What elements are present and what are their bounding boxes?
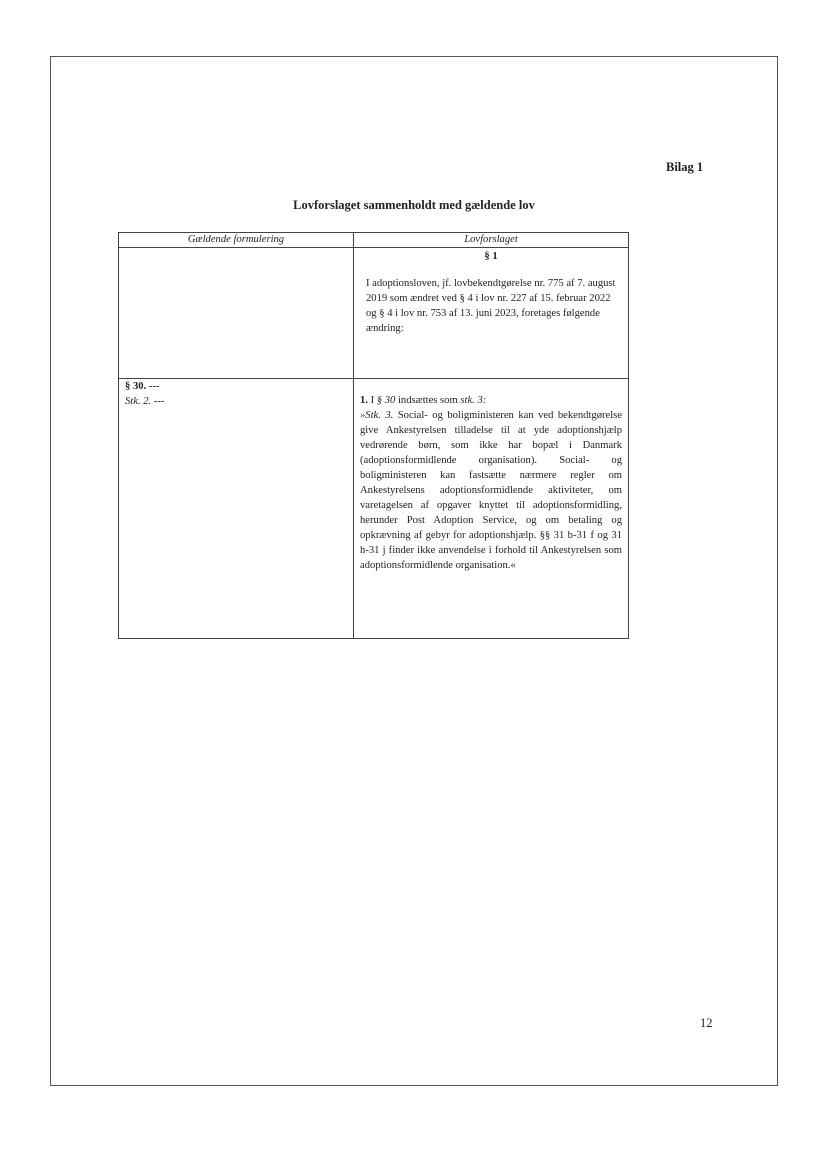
proposal-cell-change	[354, 379, 629, 639]
header-current-law: Gældende formulering	[119, 233, 354, 248]
annex-label: Bilag 1	[666, 160, 704, 174]
new-stk-prefix: »Stk. 3.	[360, 410, 394, 421]
document-title: Lovforslaget sammenholdt med gældende lov	[293, 198, 535, 212]
change-instruction: 1. I § 30 indsættes som stk. 3:	[360, 395, 487, 406]
current-law-cell-empty	[119, 248, 354, 379]
table-row	[119, 248, 629, 379]
change-ref: § 30	[376, 395, 396, 406]
current-stk: Stk. 2. ---	[125, 396, 165, 407]
comparison-table	[118, 232, 629, 639]
table-row	[119, 379, 629, 639]
intro-text: I adoptionsloven, jf. lovbekendtgørelse nr. 775 af 7. august 2019 som ændret ved § 4 i lov nr. 227 af 15. februar 2022 og § 4 i lov nr. 753 af 13. juni 2023, foretages følgende ændring:	[366, 278, 616, 334]
page-number: 12	[700, 1016, 713, 1030]
current-section: § 30. ---	[125, 381, 160, 392]
header-proposal: Lovforslaget	[354, 233, 629, 248]
change-stk: stk. 3:	[460, 395, 487, 406]
section-heading: § 1	[484, 251, 498, 262]
current-law-cell	[119, 379, 354, 639]
table-header-row	[119, 233, 629, 248]
proposal-cell-intro	[354, 248, 629, 379]
new-stk-text: »Stk. 3. Social- og boligministeren kan ved bekendtgørelse give Ankestyrelsen tilladelse til at yde adoptionshjælp vedrørende børn, som ikke har bopæl i Danmark (adoptionsformidlende organisation). Social- og boligministeren kan fastsætte nærmere regler om Ankestyrelsens adoptionsformidlende aktiviteter, om varetagelsen af opgaver knyttet til adoptionsformidling, herunder Post Adoption Service, og om betaling og opkrævning af gebyr for adoptionshjælp. §§ 31 b-31 f og 31 h-31 j finder ikke anvendelse i forhold til Ankestyrelsen som adoptionsformidlende organisation.«	[360, 410, 622, 571]
change-number: 1.	[360, 395, 368, 406]
